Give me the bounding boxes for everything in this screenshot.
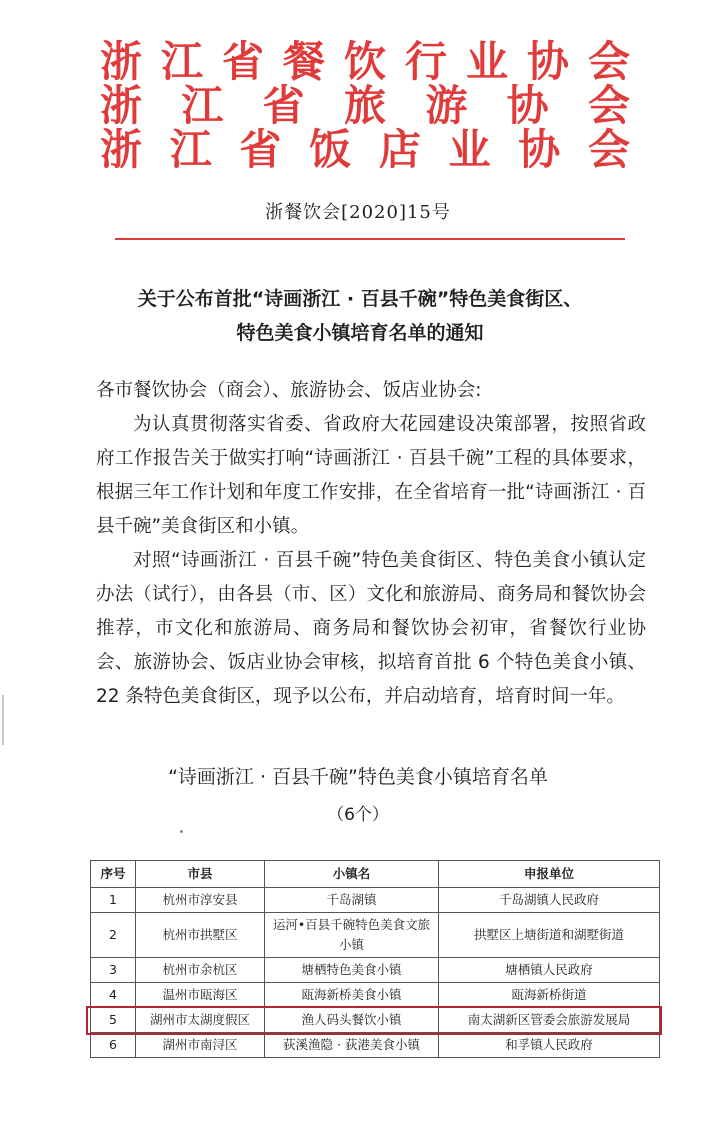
- header-number: 序号: [91, 861, 136, 888]
- org-name-1: 浙江省餐饮行业协会: [100, 37, 630, 86]
- cell-city: 湖州市太湖度假区: [136, 1008, 265, 1033]
- table-header-row: [91, 861, 660, 888]
- header-town: 小镇名: [265, 861, 439, 888]
- cell-town: 瓯海新桥美食小镇: [265, 983, 439, 1008]
- cell-applicant: 千岛湖镇人民政府: [439, 888, 660, 913]
- table-title: “诗画浙江 · 百县千碗”特色美食小镇培育名单: [168, 766, 548, 788]
- table-count: （6个）: [327, 805, 389, 825]
- notice-title-line1: 关于公布首批“诗画浙江 · 百县千碗”特色美食街区、: [137, 288, 583, 310]
- cell-town: 渔人码头餐饮小镇: [265, 1008, 439, 1033]
- cell-number: 2: [91, 913, 136, 958]
- document-number: 浙餐饮会[2020]15号: [265, 202, 451, 223]
- cell-town: 千岛湖镇: [265, 888, 439, 913]
- speck: [180, 830, 183, 833]
- org-name-2: 浙江省旅游协会: [100, 81, 630, 130]
- org-name-3: 浙江省饭店业协会: [100, 125, 630, 174]
- table-row: [91, 1033, 660, 1058]
- margin-mark: [2, 695, 4, 745]
- cell-number: 3: [91, 958, 136, 983]
- row-highlight-box: [86, 1006, 662, 1035]
- paragraph-1: 为认真贯彻落实省委、省政府大花园建设决策部署，按照省政府工作报告关于做实打响“诗画浙江 · 百县千碗”工程的具体要求，根据三年工作计划和年度工作安排，在全省培育一批“诗画浙江 · 百县千碗”美食街区和小镇。: [96, 414, 646, 537]
- cell-town: 运河•百县千碗特色美食文旅小镇: [265, 913, 439, 958]
- notice-title-line2: 特色美食小镇培育名单的通知: [236, 322, 484, 344]
- cell-number: 1: [91, 888, 136, 913]
- header-applicant: 申报单位: [439, 861, 660, 888]
- letterhead: [100, 37, 630, 174]
- notice-body: [96, 374, 646, 714]
- cell-town: 塘栖特色美食小镇: [265, 958, 439, 983]
- notice-title: [60, 282, 660, 350]
- table-row: [91, 983, 660, 1008]
- cell-city: 湖州市南浔区: [136, 1033, 265, 1058]
- table-row: [91, 913, 660, 958]
- cell-applicant: 南太湖新区管委会旅游发展局: [439, 1008, 660, 1033]
- salutation: 各市餐饮协会（商会）、旅游协会、饭店业协会:: [96, 380, 482, 401]
- cell-number: 4: [91, 983, 136, 1008]
- cell-city: 杭州市余杭区: [136, 958, 265, 983]
- cell-number: 5: [91, 1008, 136, 1033]
- header-city: 市县: [136, 861, 265, 888]
- cell-applicant: 和孚镇人民政府: [439, 1033, 660, 1058]
- paragraph-2: 对照“诗画浙江 · 百县千碗”特色美食街区、特色美食小镇认定办法（试行），由各县（市、区）文化和旅游局、商务局和餐饮协会推荐，市文化和旅游局、商务局和餐饮协会初审，省餐饮行业协会、旅游协会、饭店业协会审核，拟培育首批 6 个特色美食小镇、22 条特色美食街区，现予以公布，并启动培育，培育时间一年。: [96, 550, 646, 707]
- cell-applicant: 塘栖镇人民政府: [439, 958, 660, 983]
- table-row: [91, 888, 660, 913]
- table-row: [91, 958, 660, 983]
- cell-city: 杭州市拱墅区: [136, 913, 265, 958]
- cell-city: 杭州市淳安县: [136, 888, 265, 913]
- cell-town: 荻溪渔隐 · 荻港美食小镇: [265, 1033, 439, 1058]
- cell-number: 6: [91, 1033, 136, 1058]
- cell-city: 温州市瓯海区: [136, 983, 265, 1008]
- cell-applicant: 瓯海新桥街道: [439, 983, 660, 1008]
- cell-applicant: 拱墅区上塘街道和湖墅街道: [439, 913, 660, 958]
- red-divider: [115, 238, 625, 240]
